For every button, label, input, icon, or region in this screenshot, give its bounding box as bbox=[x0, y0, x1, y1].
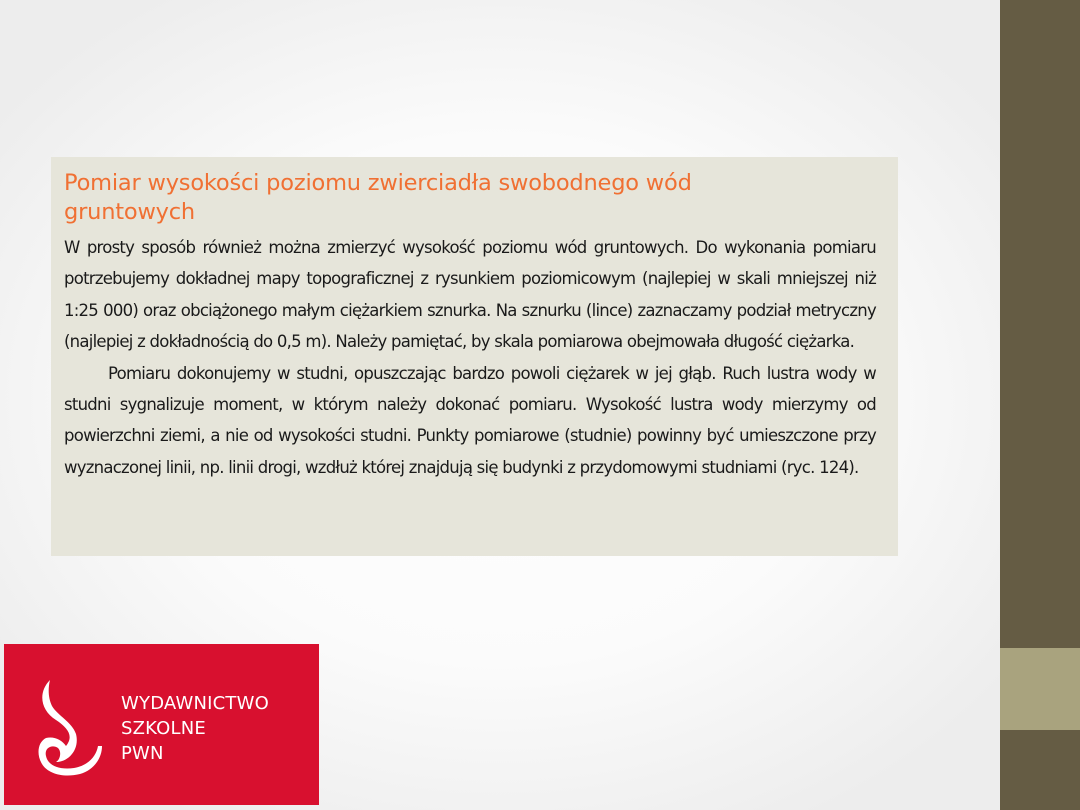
swan-logo-icon bbox=[34, 674, 106, 782]
publisher-name-line-1: WYDAWNICTWO bbox=[121, 693, 269, 714]
panel-title: Pomiar wysokości poziomu zwierciadła swobodnego wód gruntowych bbox=[64, 170, 692, 225]
text-panel bbox=[51, 157, 898, 556]
publisher-name-line-3: PWN bbox=[121, 743, 164, 764]
publisher-logo bbox=[4, 644, 319, 805]
paragraph-2: Pomiaru dokonujemy w studni, opuszczając bardzo powoli ciężarek w jej głąb. Ruch lustra wody w studni sygnalizuje moment, w którym należy dokonać pomiaru. Wysokość lustra wody mierzymy od powierzchni ziemi, a nie od wysokości studni. Punkty pomiarowe (studnie) powinny być umieszczone przy wyznaczonej linii, np. linii drogi, wzdłuż której znajdują się budynki z przydomowymi studniami (ryc. 124). bbox=[64, 363, 876, 477]
paragraph-1: W prosty sposób również można zmierzyć wysokość poziomu wód gruntowych. Do wykonania pomiaru potrzebujemy dokładnej mapy topograficznej z rysunkiem poziomicowym (najlepiej w skali mniejszej niż 1:25 000) oraz obciążonego małym ciężarkiem sznurka. Na sznurku (lince) zaznaczamy podział metryczny (najlepiej z dokładnością do 0,5 m). Należy pamiętać, by skala pomiarowa obejmowała długość ciężarka. bbox=[64, 238, 876, 352]
publisher-name-line-2: SZKOLNE bbox=[121, 718, 207, 739]
publisher-name bbox=[121, 691, 269, 766]
panel-body bbox=[64, 232, 876, 483]
sidebar-accent-block bbox=[1000, 648, 1080, 730]
